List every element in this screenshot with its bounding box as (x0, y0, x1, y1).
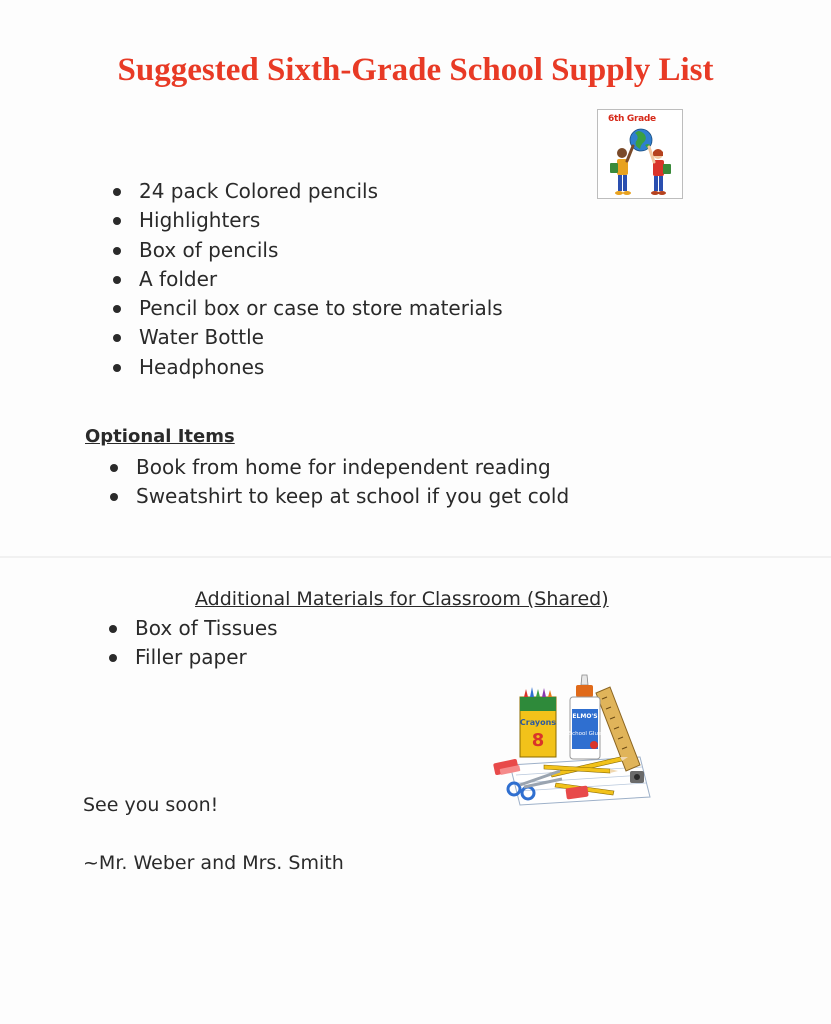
closing-greeting: See you soon! (83, 794, 219, 816)
list-item: Box of pencils (113, 236, 503, 265)
shared-materials-heading: Additional Materials for Classroom (Shared) (195, 588, 609, 610)
crayons-count: 8 (531, 730, 545, 751)
school-supplies-illustration (490, 673, 660, 807)
list-item: 24 pack Colored pencils (113, 177, 503, 206)
grade-badge (597, 109, 683, 199)
list-item: Headphones (113, 353, 503, 382)
grade-badge-label: 6th Grade (608, 114, 656, 124)
list-item: Book from home for independent reading (110, 453, 569, 482)
shared-materials-list (109, 614, 278, 673)
school-supplies-icon (490, 673, 660, 807)
closing-signature: ~Mr. Weber and Mrs. Smith (83, 852, 344, 874)
list-item: Highlighters (113, 206, 503, 235)
glue-brand: ELMO'S (572, 713, 598, 720)
crayons-label: Crayons (519, 718, 557, 727)
list-item: Box of Tissues (109, 614, 278, 643)
list-item: Filler paper (109, 643, 278, 672)
list-item: Sweatshirt to keep at school if you get cold (110, 482, 569, 511)
list-item: Water Bottle (113, 323, 503, 352)
optional-items-heading: Optional Items (85, 426, 235, 447)
page-divider (0, 556, 831, 558)
page-title: Suggested Sixth-Grade School Supply List (117, 52, 714, 88)
glue-label: School Glue (568, 731, 602, 737)
list-item: A folder (113, 265, 503, 294)
supply-list (113, 177, 503, 382)
optional-items-list (110, 453, 569, 512)
list-item: Pencil box or case to store materials (113, 294, 503, 323)
